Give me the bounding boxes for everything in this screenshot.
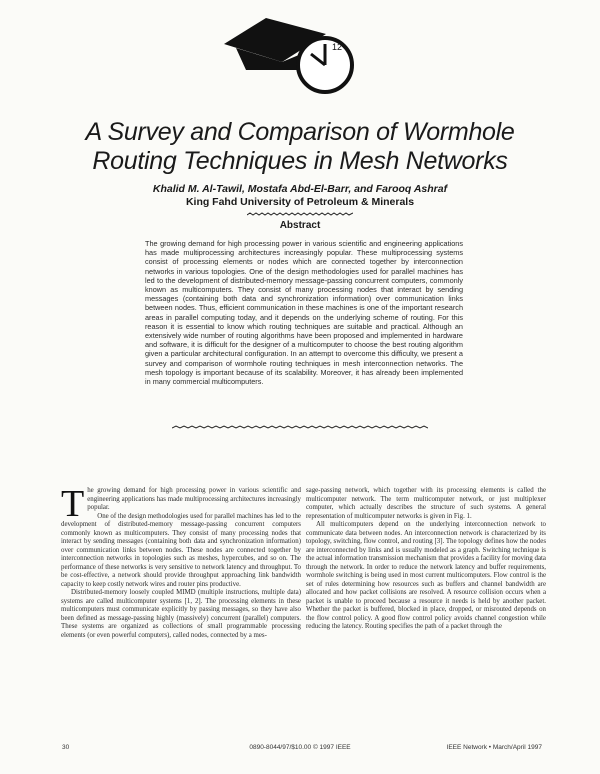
journal-footer: IEEE Network • March/April 1997	[446, 744, 542, 751]
author-affiliation: King Fahd University of Petroleum & Minerals	[185, 196, 415, 208]
abstract-heading: Abstract	[279, 220, 321, 231]
author-list: Khalid M. Al-Tawil, Mostafa Abd-El-Barr, and Farooq Ashraf	[152, 183, 448, 195]
decorative-divider	[247, 212, 353, 216]
clock-number: 12	[332, 42, 343, 52]
mortarboard-clock-logo	[222, 16, 372, 102]
drop-cap: T	[61, 483, 85, 525]
issn-line: 0890-8044/97/$10.00 © 1997 IEEE	[249, 744, 351, 751]
paragraph	[61, 483, 301, 525]
paragraph: sage-passing network, which together with its processing elements is called the multicomputer network. The term multicomputer network, or just multiplexer computer, which actually describes the structure of such systems. A general representation of multicomputer networks is given in Fig. 1.	[306, 487, 546, 520]
paragraph: One of the design methodologies used for parallel machines has led to the development of distributed-memory message-passing concurrent computers commonly known as multicomputers. They consist of many processing nodes that interact by sending messages (containing both data and synchronization information) over communication links between nodes. These nodes are connected together by interconnection networks in topologies such as meshes, hypercubes, and so on. The performance of these networks is very sensitive to network latency and throughput. To be cost-effective, a network should provide throughput approaching link bandwidth capacity to keep costly network wires and router pins productive.	[61, 512, 301, 588]
paragraph-text: he growing demand for high processing power in various scientific and engineering applications has made multiprocessing architectures increasingly popular.	[87, 487, 301, 511]
decorative-divider	[172, 425, 428, 429]
paper-title: A Survey and Comparison of Wormhole Routing Techniques in Mesh Networks	[85, 118, 515, 175]
abstract-text: The growing demand for high processing power in various scientific and engineering applications has made multiprocessing architectures increasingly popular. These multiprocessing systems consist of processing elements or nodes which are connected together by interconnection networks in various topologies. One of the design methodologies used for parallel machines has led to the development of distributed-memory message-passing concurrent computers, commonly known as multicomputers. They consist of many processing nodes that interact by sending messages (containing both data and synchronization information) over communication links between nodes. Thus, efficient communication in these machines is one of the important research areas in parallel computing today, and it depends on the underlying scheme of routing. For this reason it is essential to know which routing techniques are suitable and practical. Although an extensively wide number of routing algorithms have been proposed and implemented in hardware and software, it is difficult for the designer of a multicomputer to choose the best routing algorithm given a particular architectural configuration. In an attempt to overcome this difficulty, we present a survey and comparison of wormhole routing techniques in mesh interconnection networks. The mesh topology is important because of its scalability. Moreover, it has already been implemented in many commercial multicomputers.	[145, 239, 463, 387]
body-column-right	[306, 487, 546, 632]
page-number: 30	[62, 744, 70, 751]
paragraph: All multicomputers depend on the underlying interconnection network to communicate data between nodes. An interconnection network is characterized by its topology, switching, flow control, and routing [3]. The topology defines how the nodes are interconnected by links and is usually modeled as a graph. Switching technique is the actual information transmission mechanism that provides a facility for moving data through the network. In order to reduce the network latency and buffer requirements, wormhole switching is being used in most current multicomputers. Flow control is the set of rules determining how resources such as buffers and channel bandwidth are allocated and how packet collisions are resolved. A resource collision occurs when a packet is unable to proceed because a resource it needs is held by another packet. Whether the packet is buffered, blocked in place, dropped, or misrouted depends on the flow control policy. A good flow control policy avoids channel congestion while reducing the latency. Routing specifies the path of a packet through the	[306, 521, 546, 630]
paragraph: Distributed-memory loosely coupled MIMD (multiple instructions, multiple data) systems are called multicomputer systems [1, 2]. The processing elements in these multicomputers must communicate explicitly by passing messages, so they have also been defined as message-passing highly (massively) concurrent (parallel) computers. These systems are organized as collections of small programmable processing elements (or even powerful computers), called nodes, connected by a mes-	[61, 589, 301, 639]
body-column-left	[61, 483, 301, 640]
